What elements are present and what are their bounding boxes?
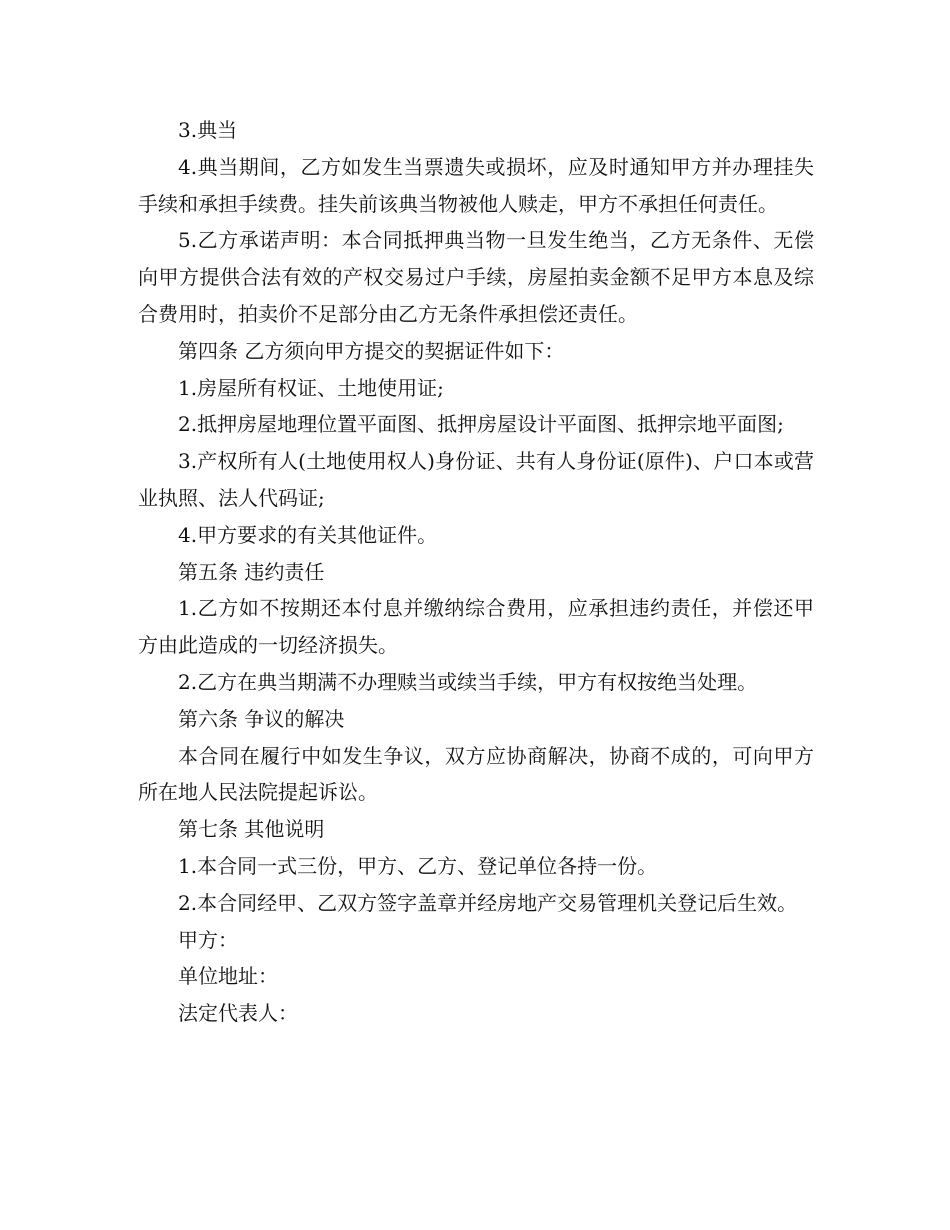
unit-address-label: 单位地址： (178, 964, 278, 989)
article-5-heading: 第五条 违约责任 (178, 559, 325, 584)
article-6-heading: 第六条 争议的解决 (178, 706, 345, 731)
legal-representative-label: 法定代表人： (178, 1001, 298, 1026)
article-5-item-1: 1.乙方如不按期还本付息并缴纳综合费用，应承担违约责任，并偿还甲方由此造成的一切经济损失。 (138, 596, 814, 658)
article-7-heading: 第七条 其他说明 (178, 817, 325, 842)
party-a-label: 甲方： (178, 927, 238, 952)
article-7-item-1: 1.本合同一式三份，甲方、乙方、登记单位各持一份。 (178, 853, 658, 878)
paragraph-item-5-commitment: 5.乙方承诺声明：本合同抵押典当物一旦发生绝当，乙方无条件、无偿向甲方提供合法有效的产权交易过户手续，房屋拍卖金额不足甲方本息及综合费用时，拍卖价不足部分由乙方无条件承担偿还责任。 (138, 228, 814, 326)
article-4-item-3: 3.产权所有人(土地使用权人)身份证、共有人身份证(原件)、户口本或营业执照、法人代码证; (138, 449, 814, 510)
article-4-item-1: 1.房屋所有权证、土地使用证; (178, 375, 444, 400)
article-5-item-2: 2.乙方在典当期满不办理赎当或续当手续，甲方有权按绝当处理。 (178, 669, 758, 694)
article-4-item-4: 4.甲方要求的有关其他证件。 (178, 522, 438, 547)
article-4-heading: 第四条 乙方须向甲方提交的契据证件如下： (178, 338, 565, 363)
paragraph-item-3: 3.典当 (178, 118, 238, 142)
document-page (138, 112, 814, 1032)
paragraph-item-4-loss: 4.典当期间，乙方如发生当票遗失或损坏，应及时通知甲方并办理挂失手续和承担手续费。挂失前该典当物被他人赎走，甲方不承担任何责任。 (138, 154, 814, 216)
article-7-item-2: 2.本合同经甲、乙双方签字盖章并经房地产交易管理机关登记后生效。 (178, 890, 798, 915)
article-6-body: 本合同在履行中如发生争议，双方应协商解决，协商不成的，可向甲方所在地人民法院提起诉讼。 (138, 743, 814, 805)
article-4-item-2: 2.抵押房屋地理位置平面图、抵押房屋设计平面图、抵押宗地平面图; (178, 412, 784, 437)
